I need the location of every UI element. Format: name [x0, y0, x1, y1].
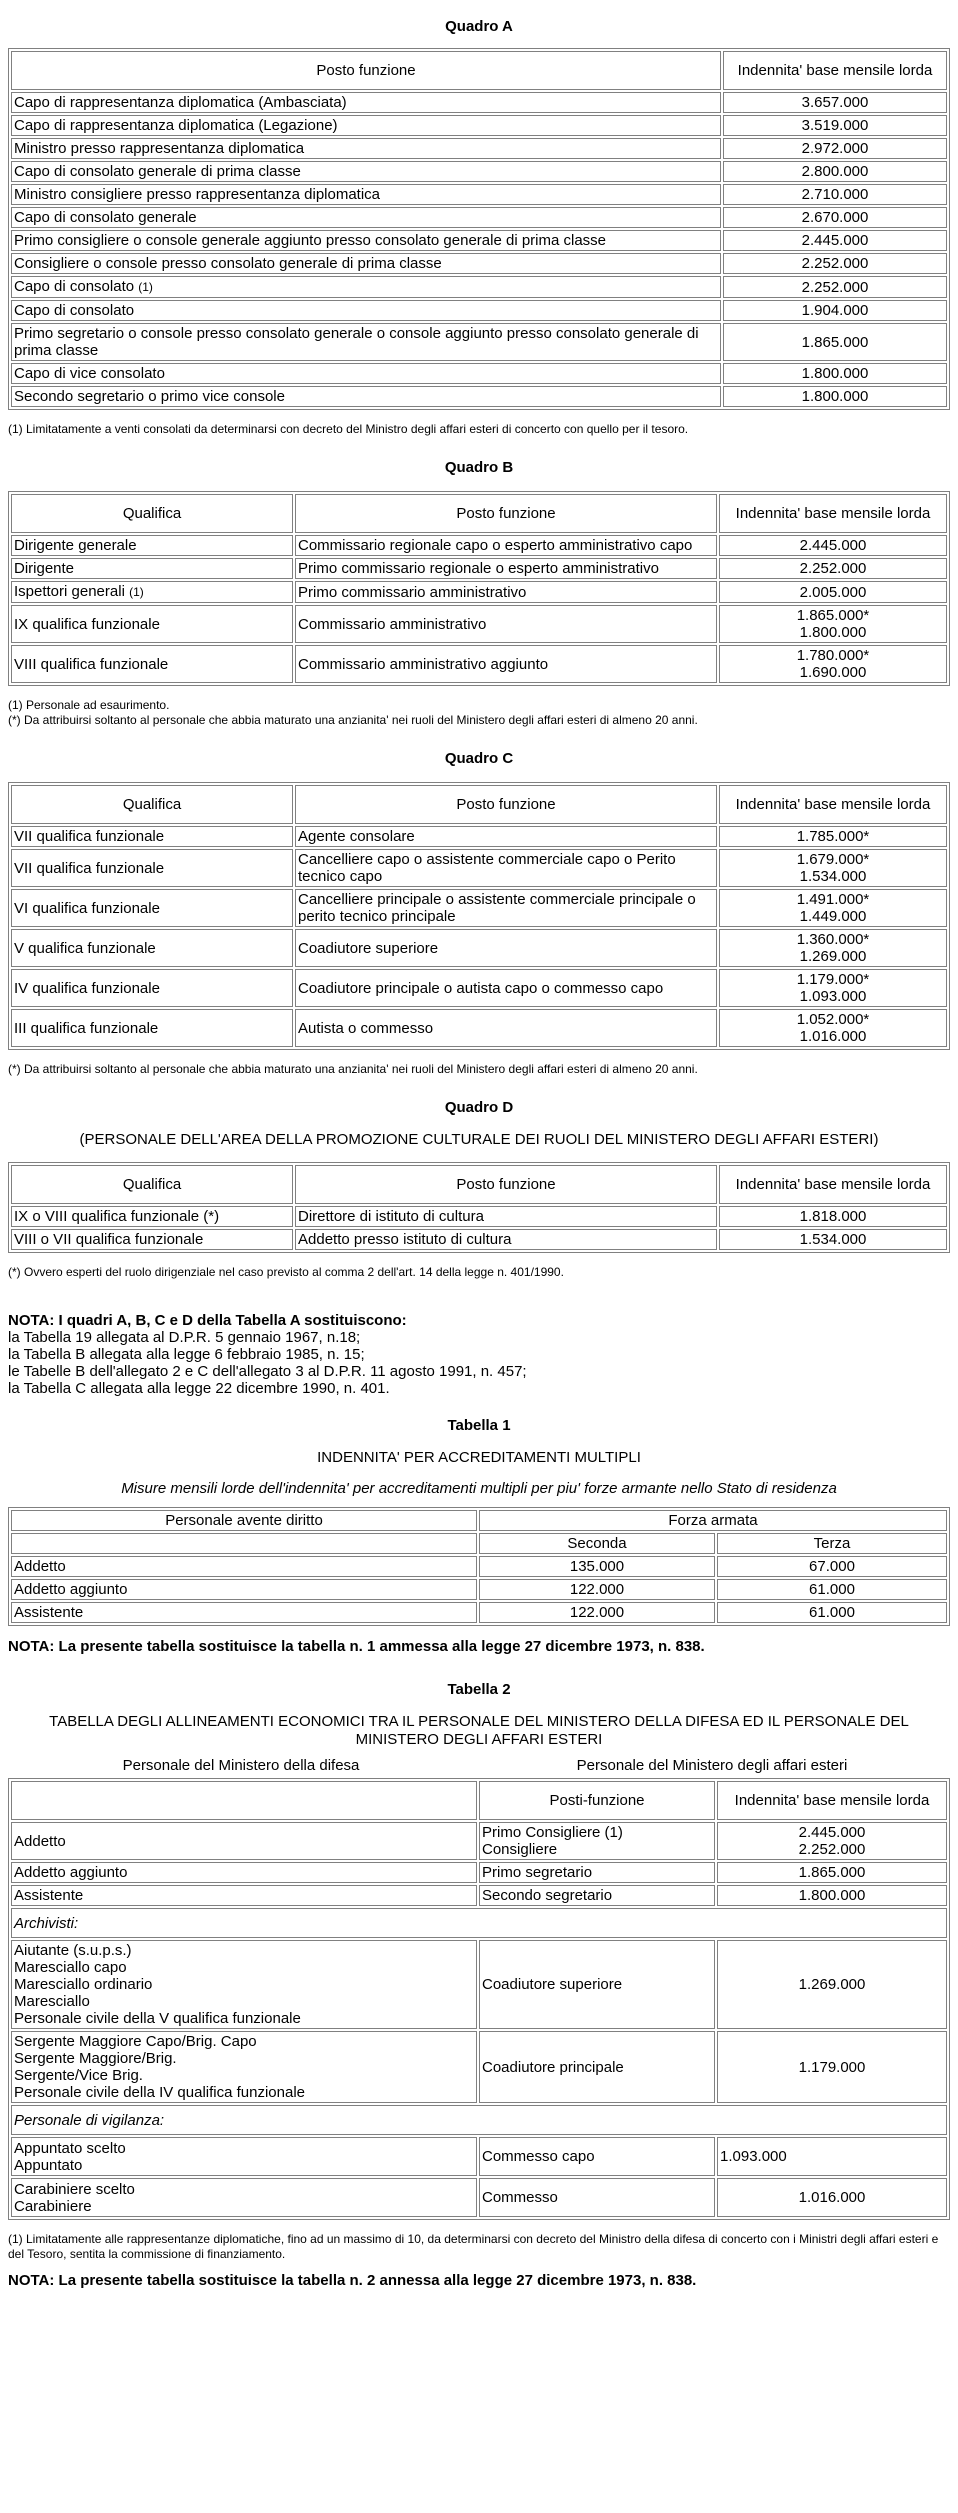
- cell-qualifica: [11, 581, 293, 603]
- table-row: [11, 300, 947, 321]
- table-row: [11, 1822, 947, 1860]
- cell-qualifica: VII qualifica funzionale: [11, 849, 293, 887]
- table-row: [11, 1229, 947, 1250]
- header-personale: Personale avente diritto: [11, 1510, 477, 1531]
- right-head: Personale del Ministero degli affari esteri: [576, 1757, 848, 1774]
- posto-line: Consigliere: [482, 1841, 558, 1858]
- table-row: [11, 558, 947, 579]
- difesa-line: Carabiniere scelto: [14, 2180, 135, 2198]
- table-row: [11, 386, 947, 407]
- value-line: 2.445.000: [798, 1824, 866, 1841]
- value-senior: 1.780.000*: [796, 647, 870, 664]
- header-posto-funzione: Posto funzione: [295, 785, 717, 824]
- cell-posto: Coadiutore superiore: [479, 1940, 715, 2029]
- cell-posto: Primo commissario regionale o esperto amministrativo: [295, 558, 717, 579]
- header-posto-funzione: Posto funzione: [11, 51, 721, 90]
- header-empty: [11, 1781, 477, 1820]
- cell-value: [717, 1822, 947, 1860]
- tabella-1-nota: NOTA: La presente tabella sostituisce la tabella n. 1 ammessa alla legge 27 dicembre 1973, n. 838.: [8, 1638, 705, 1655]
- table-row: [11, 2137, 947, 2176]
- nota-quadri-line: la Tabella 19 allegata al D.P.R. 5 gennaio 1967, n.18;: [8, 1329, 361, 1346]
- table-row: [11, 969, 947, 1007]
- cell-posto: Commesso: [479, 2178, 715, 2217]
- cell-posto: Capo di rappresentanza diplomatica (Ambasciata): [11, 92, 721, 113]
- quadro-b-note-1: (1) Personale ad esaurimento.: [8, 698, 170, 712]
- cell-terza: 61.000: [717, 1602, 947, 1623]
- difesa-line: Appuntato scelto: [14, 2139, 126, 2157]
- cell-value: 1.865.000: [717, 1862, 947, 1883]
- group-archivisti: Archivisti:: [11, 1908, 947, 1938]
- cell-value: 1.800.000: [723, 386, 947, 407]
- cell-difesa: [11, 1940, 477, 2029]
- header-indennita: Indennita' base mensile lorda: [719, 785, 947, 824]
- cell-value: [719, 969, 947, 1007]
- header-terza: Terza: [717, 1533, 947, 1554]
- cell-posto: Addetto presso istituto di cultura: [295, 1229, 717, 1250]
- tabella-1-title: Tabella 1: [447, 1417, 511, 1434]
- difesa-line: Personale civile della IV qualifica funzionale: [14, 2084, 306, 2101]
- cell-qualifica: III qualifica funzionale: [11, 1009, 293, 1047]
- quadro-d-title: Quadro D: [444, 1099, 514, 1116]
- table-row: [11, 363, 947, 384]
- cell-posto: Direttore di istituto di cultura: [295, 1206, 717, 1227]
- cell-posto: Primo segretario o console presso consolato generale o console aggiunto presso consolato generale di prima classe: [11, 323, 721, 361]
- cell-value: 2.445.000: [723, 230, 947, 251]
- cell-terza: 61.000: [717, 1579, 947, 1600]
- difesa-line: Personale civile della V qualifica funzionale: [14, 2010, 301, 2027]
- table-row: [11, 230, 947, 251]
- cell-value: 1.800.000: [717, 1885, 947, 1906]
- cell-value: 3.657.000: [723, 92, 947, 113]
- value-base: 1.800.000: [799, 624, 867, 641]
- cell-posto: Coadiutore superiore: [295, 929, 717, 967]
- cell-value: 2.670.000: [723, 207, 947, 228]
- table-row: [11, 138, 947, 159]
- cell-posto: Commissario amministrativo: [295, 605, 717, 643]
- quadro-b-title: Quadro B: [444, 459, 514, 476]
- table-row: [11, 929, 947, 967]
- cell-posto: Capo di consolato generale di prima classe: [11, 161, 721, 182]
- cell-posto: Commesso capo: [479, 2137, 715, 2176]
- cell-value: [719, 889, 947, 927]
- posto-line: Primo Consigliere (1): [482, 1824, 623, 1841]
- tabella-1-subtitle: INDENNITA' PER ACCREDITAMENTI MULTIPLI: [317, 1449, 641, 1466]
- quadro-d-subtitle: (PERSONALE DELL'AREA DELLA PROMOZIONE CULTURALE DEI RUOLI DEL MINISTERO DEGLI AFFARI ESTERI): [79, 1131, 879, 1148]
- header-qualifica: Qualifica: [11, 494, 293, 533]
- cell-value: 3.519.000: [723, 115, 947, 136]
- table-group-row: [11, 1908, 947, 1938]
- value-base: 1.690.000: [799, 664, 867, 681]
- table-row: [11, 2178, 947, 2217]
- cell-qualifica: V qualifica funzionale: [11, 929, 293, 967]
- cell-posto: Cancelliere capo o assistente commerciale capo o Perito tecnico capo: [295, 849, 717, 887]
- quadro-a-table: [8, 48, 950, 410]
- value-senior: 1.865.000*: [796, 607, 870, 624]
- table-row: [11, 1556, 947, 1577]
- cell-seconda: 122.000: [479, 1602, 715, 1623]
- tabella-2-table: [8, 1778, 950, 2220]
- cell-posto: [479, 1822, 715, 1860]
- table-row: [11, 1009, 947, 1047]
- quadro-c-title: Quadro C: [444, 750, 514, 767]
- cell-value: [719, 645, 947, 683]
- cell-posto: Primo consigliere o console generale aggiunto presso consolato generale di prima classe: [11, 230, 721, 251]
- cell-posto: Commissario amministrativo aggiunto: [295, 645, 717, 683]
- cell-posto: Commissario regionale capo o esperto amministrativo capo: [295, 535, 717, 556]
- cell-difesa: [11, 2031, 477, 2103]
- quadro-b-note-2: (*) Da attribuirsi soltanto al personale che abbia maturato una anzianita' nei ruoli del Ministero degli affari esteri di almeno 20 anni.: [8, 713, 698, 727]
- table-row: [11, 1579, 947, 1600]
- difesa-line: Maresciallo ordinario: [14, 1976, 153, 1993]
- difesa-line: Sergente Maggiore/Brig.: [14, 2050, 177, 2067]
- table-row: [11, 253, 947, 274]
- value-senior: 1.360.000*: [796, 931, 870, 948]
- cell-posto: Capo di rappresentanza diplomatica (Legazione): [11, 115, 721, 136]
- cell-difesa: Addetto aggiunto: [11, 1862, 477, 1883]
- difesa-line: Appuntato: [14, 2156, 83, 2174]
- tabella-2-nota: NOTA: La presente tabella sostituisce la tabella n. 2 annessa alla legge 27 dicembre 1973, n. 838.: [8, 2272, 697, 2289]
- nota-quadri-heading: NOTA: I quadri A, B, C e D della Tabella A sostituiscono:: [8, 1312, 407, 1329]
- cell-value: 2.005.000: [719, 581, 947, 603]
- tabella-2-column-heads: [8, 1757, 950, 1774]
- table-row: [11, 161, 947, 182]
- tabella-1-caption: Misure mensili lorde dell'indennita' per accreditamenti multipli per piu' forze armante nello Stato di residenza: [121, 1480, 837, 1497]
- cell-value: [719, 849, 947, 887]
- cell-value: [719, 605, 947, 643]
- cell-posto: Capo di consolato generale: [11, 207, 721, 228]
- table-row: [11, 1940, 947, 2029]
- cell-posto: Capo di vice consolato: [11, 363, 721, 384]
- value-base: 1.093.000: [799, 988, 867, 1005]
- cell-value: 1.269.000: [717, 1940, 947, 2029]
- value-base: 1.016.000: [799, 1028, 867, 1045]
- footnote-ref: (1): [129, 585, 144, 599]
- table-row: [11, 115, 947, 136]
- table-row: [11, 92, 947, 113]
- nota-quadri-line: la Tabella C allegata alla legge 22 dicembre 1990, n. 401.: [8, 1380, 390, 1397]
- header-posti-funzione: Posti-funzione: [479, 1781, 715, 1820]
- cell-posto-text: Capo di consolato: [14, 278, 135, 295]
- cell-value: 2.252.000: [723, 253, 947, 274]
- cell-value: 2.252.000: [723, 276, 947, 298]
- quadro-d-note: (*) Ovvero esperti del ruolo dirigenziale nel caso previsto al comma 2 dell'art. 14 della legge n. 401/1990.: [8, 1265, 564, 1279]
- cell-posto: Consigliere o console presso consolato generale di prima classe: [11, 253, 721, 274]
- table-row: [11, 1602, 947, 1623]
- table-row: [11, 1885, 947, 1906]
- table-row: [11, 581, 947, 603]
- cell-difesa: [11, 2137, 477, 2176]
- tabella-2-subtitle: TABELLA DEGLI ALLINEAMENTI ECONOMICI TRA IL PERSONALE DEL MINISTERO DELLA DIFESA ED IL PERSONALE DEL MINISTERO DEGLI AFFARI ESTERI: [49, 1713, 909, 1748]
- cell-posto: Coadiutore principale: [479, 2031, 715, 2103]
- quadro-c-note: (*) Da attribuirsi soltanto al personale che abbia maturato una anzianita' nei ruoli del Ministero degli affari esteri di almeno 20 anni.: [8, 1062, 698, 1076]
- cell-personale: Addetto: [11, 1556, 477, 1577]
- header-qualifica: Qualifica: [11, 785, 293, 824]
- cell-value: 1.800.000: [723, 363, 947, 384]
- table-row: [11, 207, 947, 228]
- cell-difesa: Assistente: [11, 1885, 477, 1906]
- cell-personale: Assistente: [11, 1602, 477, 1623]
- value-base: 1.534.000: [799, 868, 867, 885]
- header-posto-funzione: Posto funzione: [295, 494, 717, 533]
- cell-posto: Primo segretario: [479, 1862, 715, 1883]
- value-base: 1.449.000: [799, 908, 867, 925]
- cell-qualifica: VII qualifica funzionale: [11, 826, 293, 847]
- header-seconda: Seconda: [479, 1533, 715, 1554]
- cell-value: 2.710.000: [723, 184, 947, 205]
- cell-qualifica: VIII o VII qualifica funzionale: [11, 1229, 293, 1250]
- cell-value: 1.016.000: [717, 2178, 947, 2217]
- cell-value: 1.818.000: [719, 1206, 947, 1227]
- table-row: [11, 826, 947, 847]
- cell-value: [719, 929, 947, 967]
- table-row: [11, 645, 947, 683]
- difesa-line: Maresciallo capo: [14, 1959, 127, 1976]
- cell-qualifica: IX qualifica funzionale: [11, 605, 293, 643]
- cell-qualifica: Dirigente: [11, 558, 293, 579]
- cell-posto: Coadiutore principale o autista capo o commesso capo: [295, 969, 717, 1007]
- header-indennita: Indennita' base mensile lorda: [717, 1781, 947, 1820]
- tabella-2-note: (1) Limitatamente alle rappresentanze diplomatiche, fino ad un massimo di 10, da determinarsi con decreto del Ministro della difesa di concerto con i Ministri degli affari esteri e del Tesoro, sentita la commissione di finanziamento.: [8, 2232, 939, 2261]
- cell-value: 1.093.000: [717, 2137, 947, 2176]
- value-senior: 1.179.000*: [796, 971, 870, 988]
- cell-qualifica: VI qualifica funzionale: [11, 889, 293, 927]
- cell-difesa: Addetto: [11, 1822, 477, 1860]
- value-senior: 1.679.000*: [796, 851, 870, 868]
- cell-value: 2.252.000: [719, 558, 947, 579]
- cell-qualifica: IV qualifica funzionale: [11, 969, 293, 1007]
- difesa-line: Aiutante (s.u.p.s.): [14, 1942, 132, 1959]
- cell-difesa: [11, 2178, 477, 2217]
- header-indennita: Indennita' base mensile lorda: [719, 494, 947, 533]
- cell-value: 1.904.000: [723, 300, 947, 321]
- left-head: Personale del Ministero della difesa: [122, 1757, 360, 1774]
- table-row: [11, 1862, 947, 1883]
- table-row: [11, 535, 947, 556]
- tabella-2-title: Tabella 2: [447, 1681, 511, 1698]
- difesa-line: Maresciallo: [14, 1993, 90, 2010]
- quadro-a-title: Quadro A: [445, 18, 513, 35]
- cell-qualifica: IX o VIII qualifica funzionale (*): [11, 1206, 293, 1227]
- header-forza-armata: Forza armata: [479, 1510, 947, 1531]
- header-qualifica: Qualifica: [11, 1165, 293, 1204]
- tabella-1-table: [8, 1507, 950, 1626]
- table-row: [11, 605, 947, 643]
- value-senior: 1.052.000*: [796, 1011, 870, 1028]
- value-senior: 1.491.000*: [796, 891, 870, 908]
- quadro-b-table: [8, 491, 950, 686]
- table-row: [11, 1206, 947, 1227]
- cell-terza: 67.000: [717, 1556, 947, 1577]
- cell-seconda: 122.000: [479, 1579, 715, 1600]
- cell-value: 2.972.000: [723, 138, 947, 159]
- cell-posto: Secondo segretario o primo vice console: [11, 386, 721, 407]
- cell-posto: Ministro consigliere presso rappresentanza diplomatica: [11, 184, 721, 205]
- difesa-line: Sergente Maggiore Capo/Brig. Capo: [14, 2033, 257, 2050]
- cell-posto: Secondo segretario: [479, 1885, 715, 1906]
- difesa-line: Carabiniere: [14, 2197, 92, 2215]
- header-posto-funzione: Posto funzione: [295, 1165, 717, 1204]
- cell-posto: Agente consolare: [295, 826, 717, 847]
- quadro-d-table: [8, 1162, 950, 1253]
- cell-posto: [11, 276, 721, 298]
- value-base: 1.269.000: [799, 948, 867, 965]
- table-row: [11, 889, 947, 927]
- header-indennita: Indennita' base mensile lorda: [723, 51, 947, 90]
- group-vigilanza: Personale di vigilanza:: [11, 2105, 947, 2135]
- cell-qualifica: VIII qualifica funzionale: [11, 645, 293, 683]
- table-row: [11, 2031, 947, 2103]
- cell-posto: Primo commissario amministrativo: [295, 581, 717, 603]
- nota-quadri-line: la Tabella B allegata alla legge 6 febbraio 1985, n. 15;: [8, 1346, 365, 1363]
- cell-posto: Capo di consolato: [11, 300, 721, 321]
- nota-quadri: [8, 1312, 950, 1397]
- cell-posto: Ministro presso rappresentanza diplomatica: [11, 138, 721, 159]
- quadro-c-table: [8, 782, 950, 1050]
- table-row: [11, 276, 947, 298]
- cell-qualifica: Dirigente generale: [11, 535, 293, 556]
- quadro-a-note: (1) Limitatamente a venti consolati da determinarsi con decreto del Ministro degli affari esteri di concerto con quello per il tesoro.: [8, 422, 689, 436]
- difesa-line: Sergente/Vice Brig.: [14, 2067, 143, 2084]
- cell-value: 1.179.000: [717, 2031, 947, 2103]
- table-row: [11, 323, 947, 361]
- cell-personale: Addetto aggiunto: [11, 1579, 477, 1600]
- cell-seconda: 135.000: [479, 1556, 715, 1577]
- cell-posto: Cancelliere principale o assistente commerciale principale o perito tecnico principale: [295, 889, 717, 927]
- footnote-ref: (1): [138, 280, 153, 294]
- cell-value: 1.785.000*: [719, 826, 947, 847]
- cell-posto: Autista o commesso: [295, 1009, 717, 1047]
- cell-value: 1.865.000: [723, 323, 947, 361]
- nota-quadri-line: le Tabelle B dell'allegato 2 e C dell'allegato 3 al D.P.R. 11 agosto 1991, n. 457;: [8, 1363, 527, 1380]
- cell-qualifica-text: Ispettori generali: [14, 583, 125, 600]
- cell-value: 2.800.000: [723, 161, 947, 182]
- table-row: [11, 184, 947, 205]
- header-empty: [11, 1533, 477, 1554]
- cell-value: 1.534.000: [719, 1229, 947, 1250]
- cell-value: 2.445.000: [719, 535, 947, 556]
- cell-value: [719, 1009, 947, 1047]
- header-indennita: Indennita' base mensile lorda: [719, 1165, 947, 1204]
- table-group-row: [11, 2105, 947, 2135]
- table-row: [11, 849, 947, 887]
- value-line: 2.252.000: [798, 1841, 866, 1858]
